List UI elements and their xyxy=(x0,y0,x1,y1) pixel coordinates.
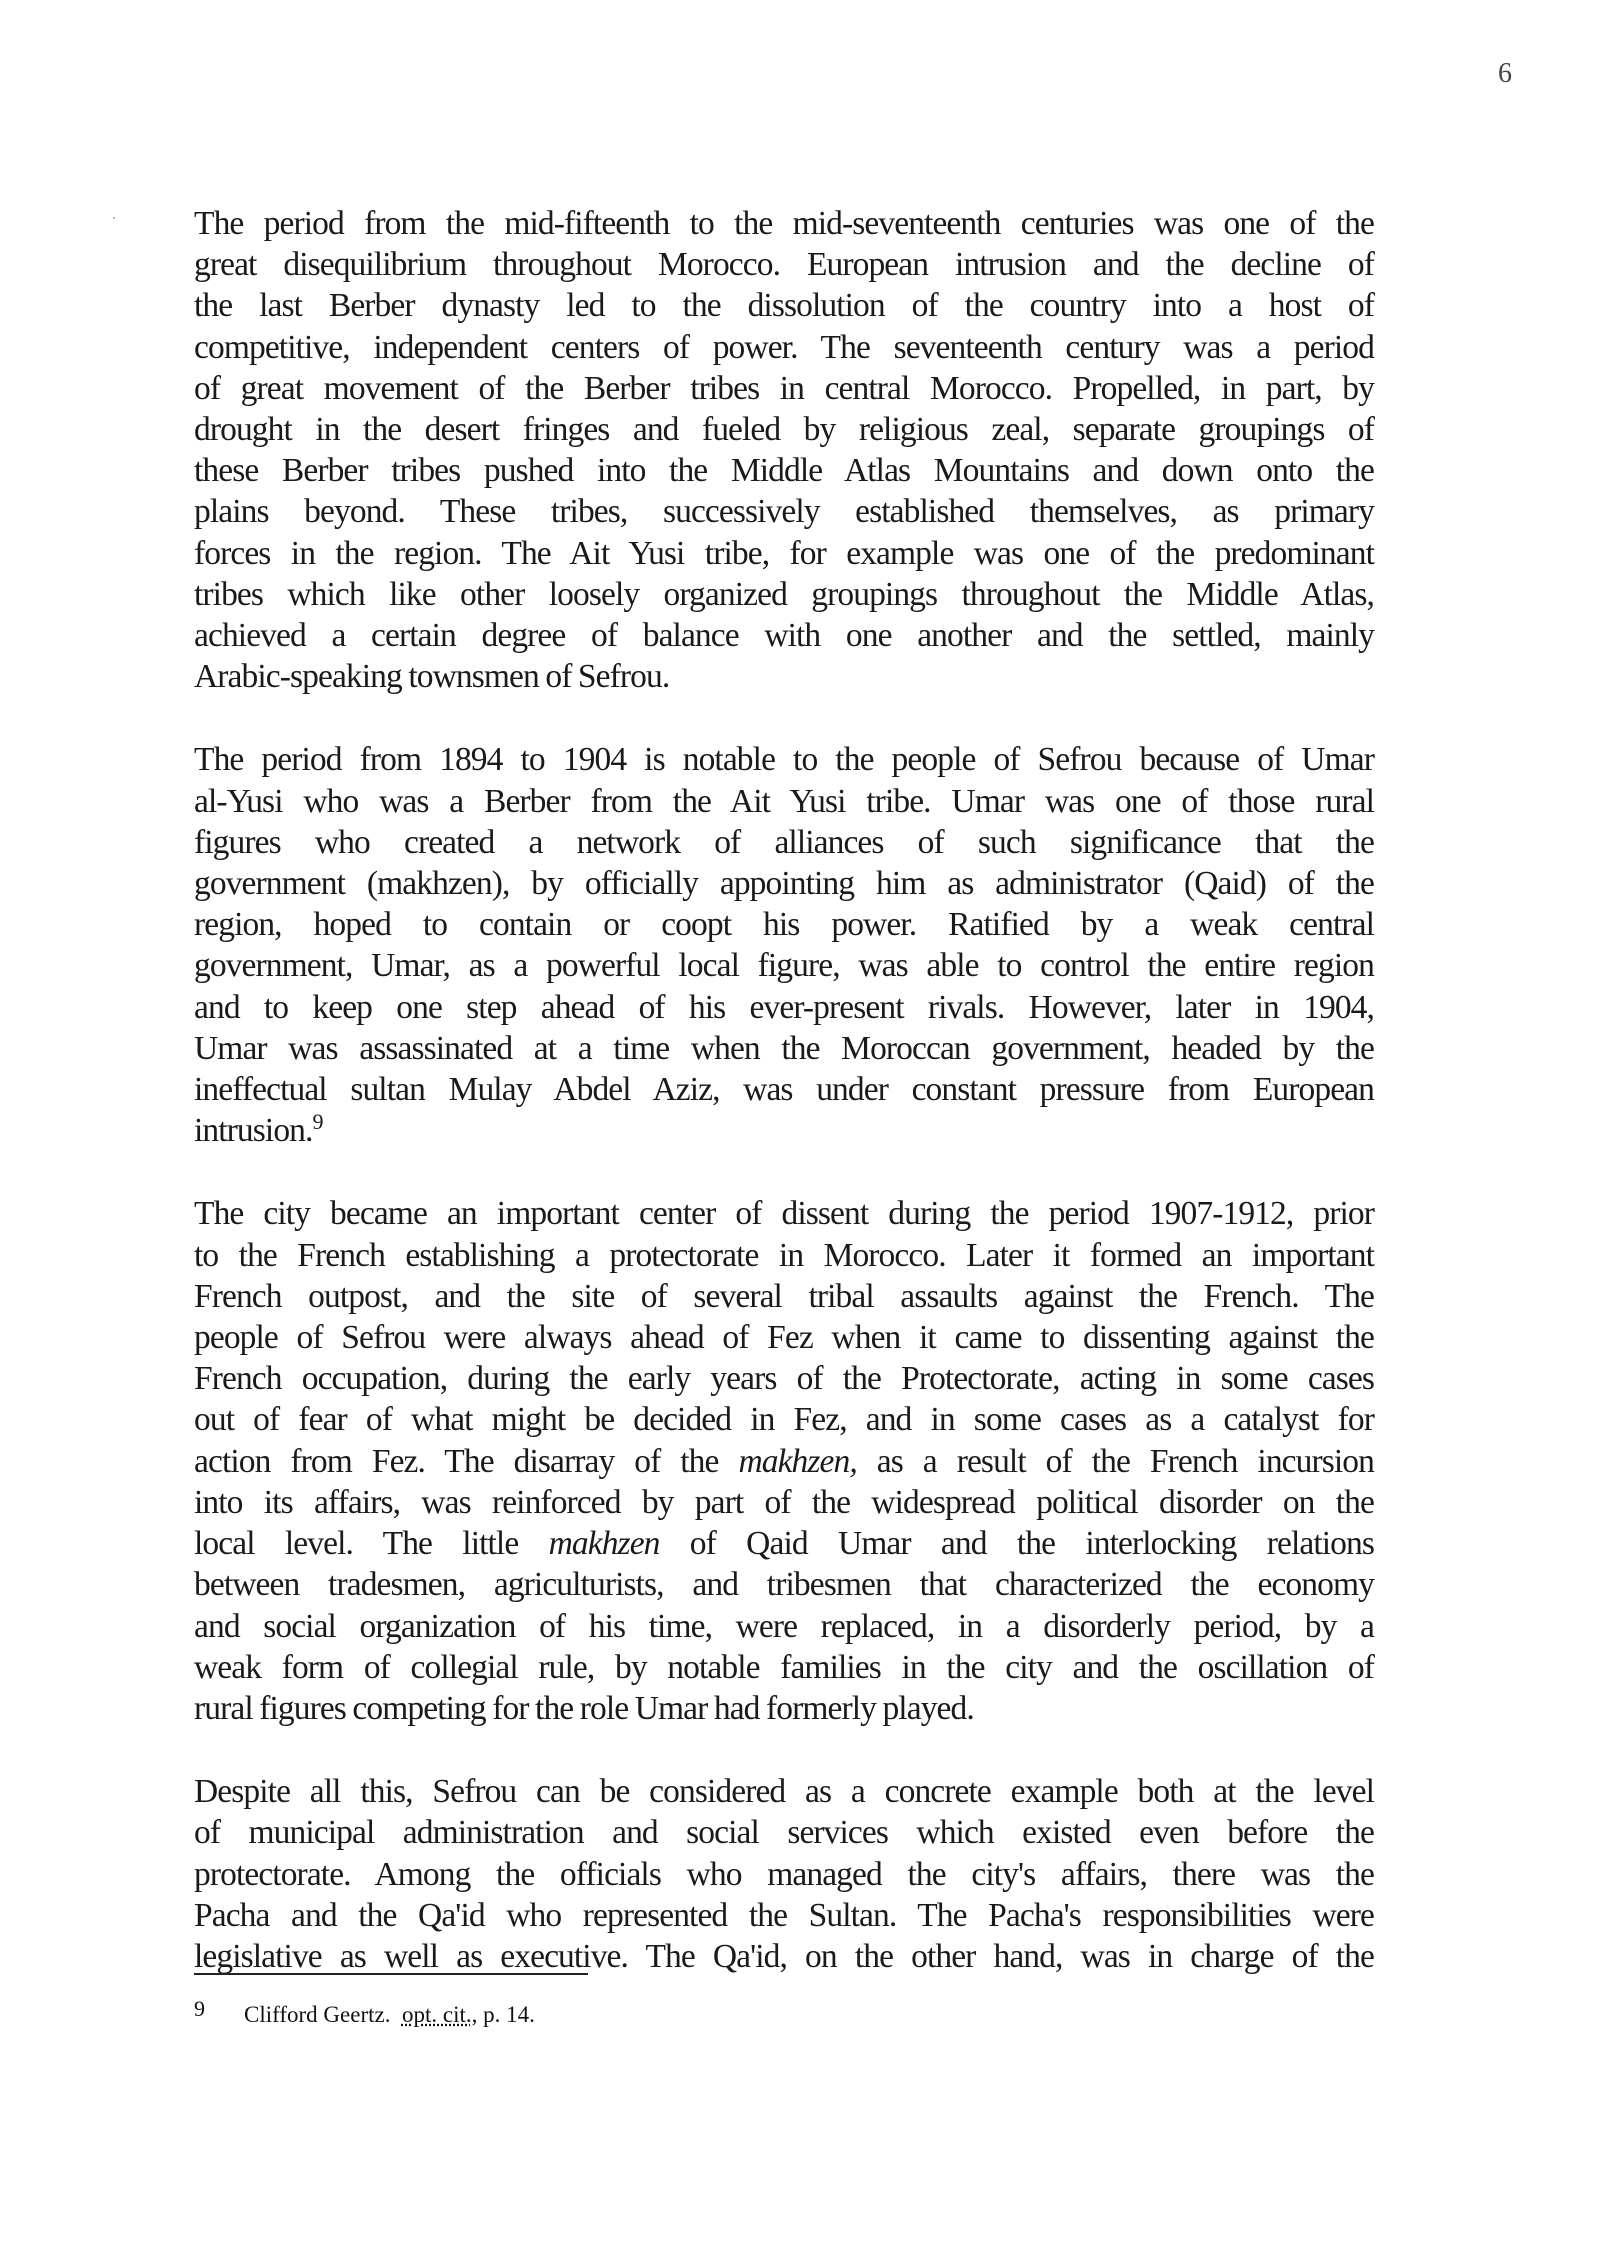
text-line: weak form of collegial rule, by notable families in the city and the oscillation of xyxy=(194,1648,1374,1686)
italic-term: makhzen xyxy=(548,1525,660,1563)
text-line: into its affairs, was reinforced by part of the widespread political disorder on the xyxy=(194,1483,1374,1521)
text-line: region, hoped to contain or coopt his power. Ratified by a weak central xyxy=(194,906,1374,944)
text-line: Umar was assassinated at a time when the Moroccan government, headed by the xyxy=(194,1029,1374,1067)
text-line: ineffectual sultan Mulay Abdel Aziz, was under constant pressure from European xyxy=(194,1071,1374,1109)
text-line: drought in the desert fringes and fueled by religious zeal, separate groupings of xyxy=(194,411,1374,449)
text-line: achieved a certain degree of balance with one another and the settled, mainly xyxy=(194,617,1374,655)
page-number: 6 xyxy=(1498,58,1512,89)
text-fragment: local level. The little xyxy=(194,1525,549,1563)
text-line xyxy=(194,1110,1374,1151)
text-line: legislative as well as executive. The Qa'id, on the other hand, was in charge of the xyxy=(194,1937,1374,1975)
document-body xyxy=(194,203,1374,2019)
text-line: of municipal administration and social services which existed even before the xyxy=(194,1814,1374,1852)
footnote xyxy=(194,1996,535,2028)
text-line: protectorate. Among the officials who managed the city's affairs, there was the xyxy=(194,1855,1374,1893)
text-line: and to keep one step ahead of his ever-present rivals. However, later in 1904, xyxy=(194,988,1374,1026)
text-line: tribes which like other loosely organized groupings throughout the Middle Atlas, xyxy=(194,575,1374,613)
scan-artifact xyxy=(113,217,115,219)
text-line: of great movement of the Berber tribes in central Morocco. Propelled, in part, by xyxy=(194,369,1374,407)
text-fragment: intrusion. xyxy=(194,1112,313,1150)
italic-term: makhzen, xyxy=(738,1442,857,1480)
paragraph-1 xyxy=(194,203,1374,697)
footnote-number: 9 xyxy=(194,1996,205,2021)
paragraph-3 xyxy=(194,1193,1374,1729)
text-line: The period from the mid-fifteenth to the mid-seventeenth centuries was one of the xyxy=(194,205,1374,242)
paragraph-4 xyxy=(194,1771,1374,1977)
footnote-reference[interactable]: 9 xyxy=(312,1109,323,1135)
text-line: government, Umar, as a powerful local figure, was able to control the entire region xyxy=(194,947,1374,985)
paragraph-2 xyxy=(194,739,1374,1151)
text-line: out of fear of what might be decided in Fez, and in some cases as a catalyst for xyxy=(194,1401,1374,1439)
text-line: people of Sefrou were always ahead of Fez when it came to dissenting against the xyxy=(194,1319,1374,1357)
text-line: Pacha and the Qa'id who represented the Sultan. The Pacha's responsibilities were xyxy=(194,1896,1374,1934)
text-line: government (makhzen), by officially appointing him as administrator (Qaid) of the xyxy=(194,865,1374,903)
text-line: forces in the region. The Ait Yusi tribe, for example was one of the predominant xyxy=(194,534,1374,572)
text-fragment: as a result of the French incursion xyxy=(856,1442,1374,1480)
text-line: al-Yusi who was a Berber from the Ait Yusi tribe. Umar was one of those rural xyxy=(194,782,1374,820)
text-line: competitive, independent centers of power. The seventeenth century was a period xyxy=(194,328,1374,366)
text-line xyxy=(194,1441,1374,1482)
text-line: rural figures competing for the role Umar had formerly played. xyxy=(194,1689,974,1727)
text-line: The city became an important center of dissent during the period 1907-1912, prior xyxy=(194,1195,1374,1233)
text-fragment: of Qaid Umar and the interlocking relations xyxy=(659,1525,1374,1563)
text-line: French occupation, during the early years of the Protectorate, acting in some cases xyxy=(194,1360,1374,1398)
text-line xyxy=(194,1523,1374,1564)
text-fragment: action from Fez. The disarray of the xyxy=(194,1442,739,1480)
footnote-divider xyxy=(194,1973,588,1975)
text-line: Arabic-speaking townsmen of Sefrou. xyxy=(194,658,670,696)
text-line: figures who created a network of alliances of such significance that the xyxy=(194,823,1374,861)
text-line: plains beyond. These tribes, successively established themselves, as primary xyxy=(194,493,1374,531)
text-line: French outpost, and the site of several tribal assaults against the French. The xyxy=(194,1277,1374,1315)
footnote-author: Clifford Geertz. xyxy=(244,2002,391,2027)
text-line: and social organization of his time, were replaced, in a disorderly period, by a xyxy=(194,1607,1374,1645)
text-line: between tradesmen, agriculturists, and tribesmen that characterized the economy xyxy=(194,1566,1374,1604)
text-line: The period from 1894 to 1904 is notable to the people of Sefrou because of Umar xyxy=(194,741,1374,779)
text-line: these Berber tribes pushed into the Middle Atlas Mountains and down onto the xyxy=(194,452,1374,490)
text-line: Despite all this, Sefrou can be considered as a concrete example both at the level xyxy=(194,1773,1374,1811)
text-line: to the French establishing a protectorate in Morocco. Later it formed an important xyxy=(194,1236,1374,1274)
footnote-page: p. 14. xyxy=(483,2002,535,2027)
footnote-citation: opt. cit., xyxy=(401,2002,478,2027)
text-line: great disequilibrium throughout Morocco. European intrusion and the decline of xyxy=(194,246,1374,284)
text-line: the last Berber dynasty led to the dissolution of the country into a host of xyxy=(194,287,1374,325)
